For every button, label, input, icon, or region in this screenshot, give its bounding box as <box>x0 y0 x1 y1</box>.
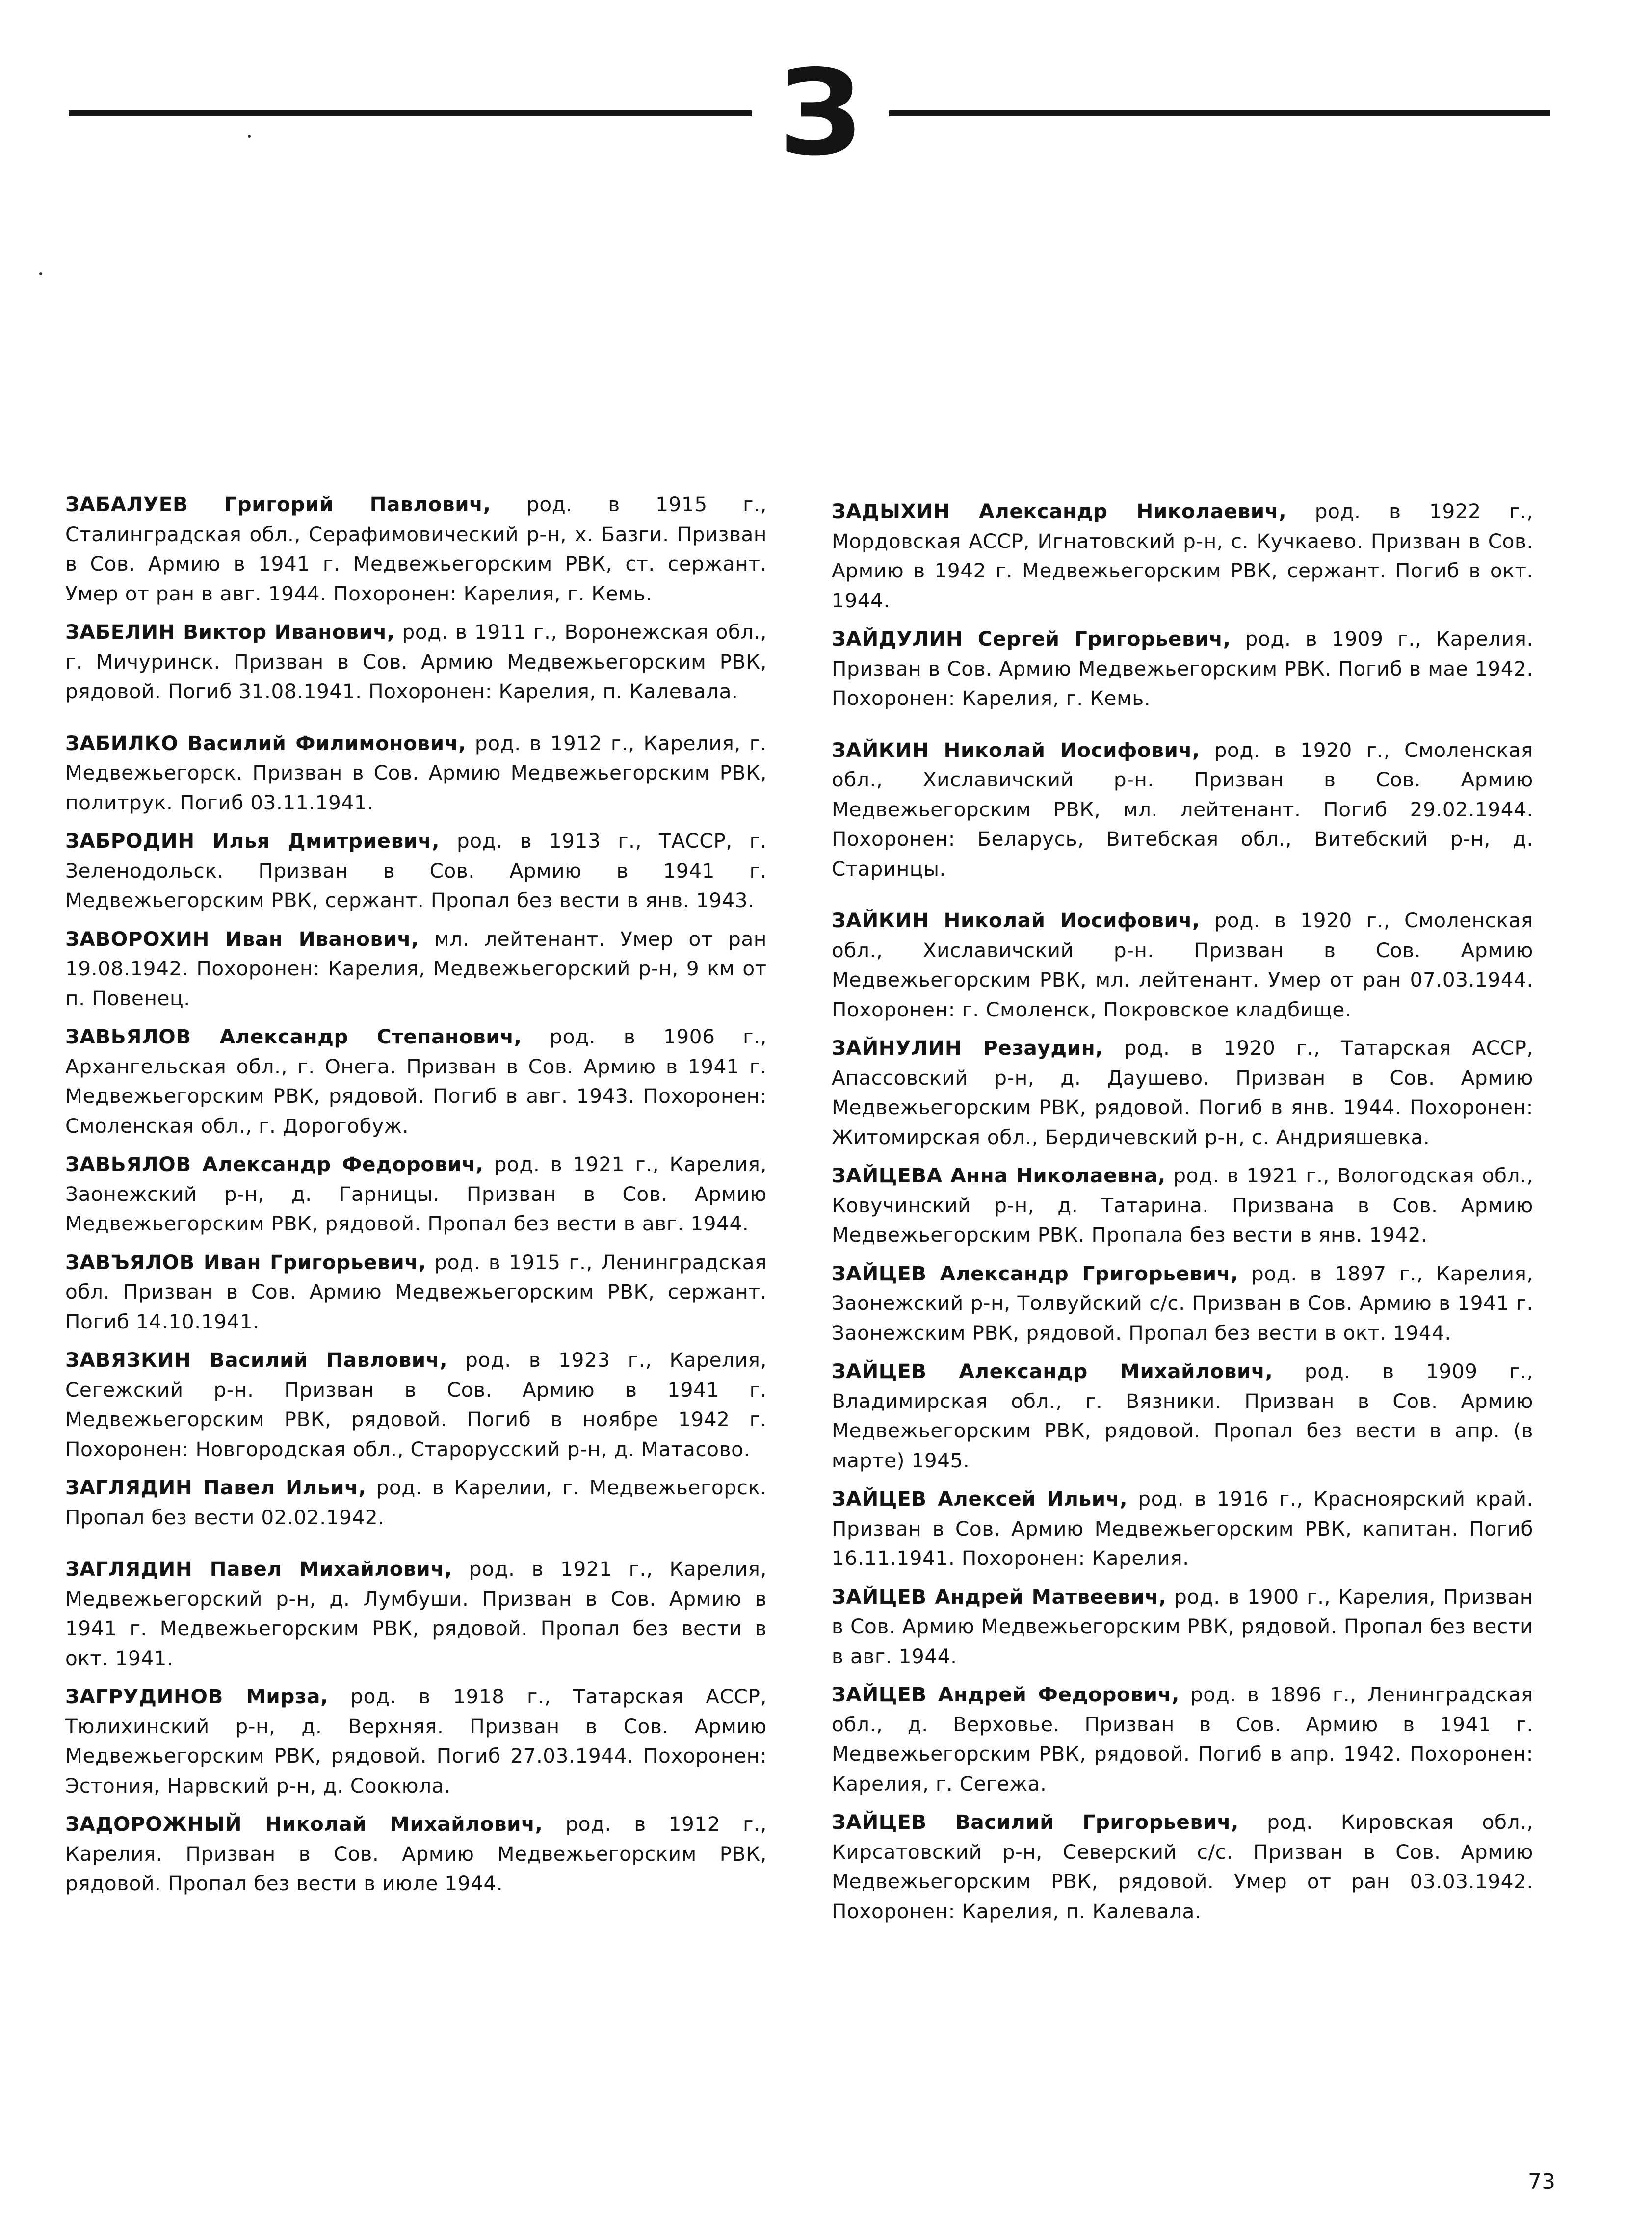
entry-text: род. в 1915 г., Ленинградская обл. Призван в Сов. Армию Медвежьегорским РВК, сержант. Погиб 14.10.1941. <box>65 1250 767 1333</box>
entry-name: ЗАЙКИН Николай Иосифович, <box>832 738 1200 762</box>
entry-text: род. в 1906 г., Архангельская обл., г. Онега. Призван в Сов. Армию в 1941 г. Медвежьегорским РВК, рядовой. Погиб в авг. 1943. Похоронен: Смоленская обл., г. Дорогобуж. <box>65 1025 767 1138</box>
print-speck <box>39 272 42 275</box>
entry-text: род. в 1921 г., Карелия, Заонежский р-н, д. Гарницы. Призван в Сов. Армию Медвежьегорским РВК, рядовой. Пропал без вести в авг. 1944. <box>65 1152 767 1235</box>
entry-text: род. в 1923 г., Карелия, Сегежский р-н. Призван в Сов. Армию в 1941 г. Медвежьегорским РВК, рядовой. Погиб в ноябре 1942 г. Похоронен: Новгородская обл., Старорусский р-н, д. Матасово. <box>65 1348 767 1461</box>
entry-name: ЗАВЬЯЛОВ Александр Степанович, <box>65 1025 522 1048</box>
entry-text: род. в 1911 г., Воронежская обл., г. Мичуринск. Призван в Сов. Армию Медвежьегорским РВК, рядовой. Погиб 31.08.1941. Похоронен: Карелия, п. Калевала. <box>65 620 767 703</box>
entry-name: ЗАБЕЛИН Виктор Иванович, <box>65 620 395 644</box>
list-item <box>65 1149 767 1239</box>
entry-name: ЗАДОРОЖНЫЙ Николай Михайлович, <box>65 1812 543 1836</box>
list-item <box>832 1161 1533 1250</box>
right-column <box>832 496 1533 1926</box>
list-item <box>65 1809 767 1899</box>
entry-name: ЗАДЫХИН Александр Николаевич, <box>832 499 1287 523</box>
list-item <box>832 906 1533 1024</box>
entry-text: род. в 1912 г., Карелия, г. Медвежьегорск. Призван в Сов. Армию Медвежьегорским РВК, политрук. Погиб 03.11.1941. <box>65 731 767 814</box>
header-rule-left <box>69 110 752 116</box>
entry-name: ЗАБРОДИН Илья Дмитриевич, <box>65 829 440 853</box>
header-rule-right <box>889 110 1550 116</box>
entry-name: ЗАЙЦЕВ Андрей Федорович, <box>832 1683 1180 1706</box>
entry-text: род. в 1918 г., Татарская АССР, Тюлихинский р-н, д. Верхняя. Призван в Сов. Армию Медвежьегорским РВК, рядовой. Погиб 27.03.1944. Похоронен: Эстония, Нарвский р-н, д. Соокюла. <box>65 1685 767 1797</box>
list-item <box>65 1473 767 1532</box>
list-item <box>832 1807 1533 1926</box>
list-item <box>65 1248 767 1337</box>
entry-name: ЗАВЯЗКИН Василий Павлович, <box>65 1348 448 1372</box>
entry-name: ЗАВОРОХИН Иван Иванович, <box>65 927 420 951</box>
list-item <box>832 624 1533 713</box>
entry-name: ЗАЙДУЛИН Сергей Григорьевич, <box>832 627 1231 651</box>
entry-text: род. в Карелии, г. Медвежьегорск. Пропал без вести 02.02.1942. <box>65 1476 767 1529</box>
list-item <box>832 1484 1533 1573</box>
entry-name: ЗАЙКИН Николай Иосифович, <box>832 909 1200 932</box>
entry-text: род. в 1922 г., Мордовская АССР, Игнатовский р-н, с. Кучкаево. Призван в Сов. Армию в 1942 г. Медвежьегорским РВК, сержант. Погиб в окт. 1944. <box>832 499 1533 612</box>
entry-text: мл. лейтенант. Умер от ран 19.08.1942. Похоронен: Карелия, Медвежьегорский р-н, 9 км от п. Повенец. <box>65 927 767 1010</box>
list-item <box>65 729 767 818</box>
entry-name: ЗАГРУДИНОВ Мирза, <box>65 1685 329 1708</box>
list-item <box>65 1554 767 1673</box>
list-item <box>832 496 1533 615</box>
list-item <box>65 1682 767 1800</box>
list-item <box>65 826 767 915</box>
list-item <box>832 735 1533 884</box>
entry-text: род. в 1912 г., Карелия. Призван в Сов. Армию Медвежьегорским РВК, рядовой. Пропал без вести в июле 1944. <box>65 1812 767 1895</box>
entry-name: ЗАЙЦЕВА Анна Николаевна, <box>832 1164 1166 1187</box>
list-item <box>65 617 767 706</box>
entry-text: род. в 1920 г., Татарская АССР, Апассовский р-н, д. Даушево. Призван в Сов. Армию Медвежьегорским РВК, рядовой. Погиб в янв. 1944. Похоронен: Житомирская обл., Бердичевский р-н, с. Андрияшевка. <box>832 1036 1533 1149</box>
entry-name: ЗАБАЛУЕВ Григорий Павлович, <box>65 493 491 516</box>
entry-text: род. в 1921 г., Карелия, Медвежьегорский р-н, д. Лумбуши. Призван в Сов. Армию в 1941 г. Медвежьегорским РВК, рядовой. Пропал без вести в окт. 1941. <box>65 1557 767 1670</box>
entry-text: род. в 1900 г., Карелия, Призван в Сов. Армию Медвежьегорским РВК, рядовой. Пропал без вести в авг. 1944. <box>832 1585 1533 1668</box>
entry-text: род. в 1897 г., Карелия, Заонежский р-н, Толвуйский с/с. Призван в Сов. Армию в 1941 г. Заонежским РВК, рядовой. Пропал без вести в окт. 1944. <box>832 1261 1533 1345</box>
entry-name: ЗАГЛЯДИН Павел Ильич, <box>65 1476 367 1499</box>
entry-name: ЗАЙЦЕВ Александр Михайлович, <box>832 1359 1273 1383</box>
list-item <box>65 1022 767 1141</box>
entry-name: ЗАГЛЯДИН Павел Михайлович, <box>65 1557 452 1581</box>
entry-name: ЗАЙНУЛИН Резаудин, <box>832 1036 1103 1060</box>
entry-name: ЗАВЬЯЛОВ Александр Федорович, <box>65 1152 484 1176</box>
entry-text: род. в 1916 г., Красноярский край. Призван в Сов. Армию Медвежьегорским РВК, капитан. Погиб 16.11.1941. Похоронен: Карелия. <box>832 1487 1533 1570</box>
list-item <box>832 1680 1533 1798</box>
list-item <box>65 490 767 608</box>
page-number: 73 <box>1528 2169 1555 2194</box>
entry-text: род. в 1915 г., Сталинградская обл., Серафимовический р-н, х. Базги. Призван в Сов. Армию в 1941 г. Медвежьегорским РВК, ст. сержант. Умер от ран в авг. 1944. Похоронен: Карелия, г. Кемь. <box>65 493 767 605</box>
entry-text: род. в 1921 г., Вологодская обл., Ковучинский р-н, д. Татарина. Призвана в Сов. Армию Медвежьегорским РВК. Пропала без вести в янв. 1942. <box>832 1164 1533 1247</box>
entry-name: ЗАЙЦЕВ Александр Григорьевич, <box>832 1261 1239 1285</box>
entry-name: ЗАЙЦЕВ Алексей Ильич, <box>832 1487 1128 1510</box>
list-item <box>65 924 767 1014</box>
entry-name: ЗАЙЦЕВ Василий Григорьевич, <box>832 1810 1239 1834</box>
list-item <box>65 1345 767 1464</box>
entry-text: род. в 1909 г., Карелия. Призван в Сов. Армию Медвежьегорским РВК. Погиб в мае 1942. Похоронен: Карелия, г. Кемь. <box>832 627 1533 710</box>
section-letter: З <box>778 44 863 182</box>
list-item <box>832 1356 1533 1475</box>
print-speck <box>248 135 251 138</box>
entry-text: род. в 1896 г., Ленинградская обл., д. Верховье. Призван в Сов. Армию в 1941 г. Медвежьегорским РВК, рядовой. Погиб в апр. 1942. Похоронен: Карелия, г. Сегежа. <box>832 1683 1533 1796</box>
left-column <box>65 490 767 1899</box>
entry-text: род. в 1909 г., Владимирская обл., г. Вязники. Призван в Сов. Армию Медвежьегорским РВК, рядовой. Пропал без вести в апр. (в марте) 1945. <box>832 1359 1534 1472</box>
entry-text: род. в 1920 г., Смоленская обл., Хиславичский р-н. Призван в Сов. Армию Медвежьегорским РВК, мл. лейтенант. Умер от ран 07.03.1944. Похоронен: г. Смоленск, Покровское кладбище. <box>832 909 1533 1021</box>
list-item <box>832 1033 1533 1152</box>
list-item <box>832 1582 1533 1671</box>
section-header <box>69 44 1550 182</box>
list-item <box>832 1259 1533 1348</box>
entry-name: ЗАЙЦЕВ Андрей Матвеевич, <box>832 1585 1167 1609</box>
entry-text: род. в 1913 г., ТАССР, г. Зеленодольск. Призван в Сов. Армию в 1941 г. Медвежьегорским РВК, сержант. Пропал без вести в янв. 1943. <box>65 829 767 912</box>
entry-text: род. в 1920 г., Смоленская обл., Хиславичский р-н. Призван в Сов. Армию Медвежьегорским РВК, мл. лейтенант. Погиб 29.02.1944. Похоронен: Беларусь, Витебская обл., Витебский р-н, д. Старинцы. <box>832 738 1533 881</box>
entry-name: ЗАВЪЯЛОВ Иван Григорьевич, <box>65 1250 426 1274</box>
entry-text: род. Кировская обл., Кирсатовский р-н, Северский с/с. Призван в Сов. Армию Медвежьегорским РВК, рядовой. Умер от ран 03.03.1942. Похоронен: Карелия, п. Калевала. <box>832 1810 1534 1923</box>
entry-name: ЗАБИЛКО Василий Филимонович, <box>65 731 467 755</box>
